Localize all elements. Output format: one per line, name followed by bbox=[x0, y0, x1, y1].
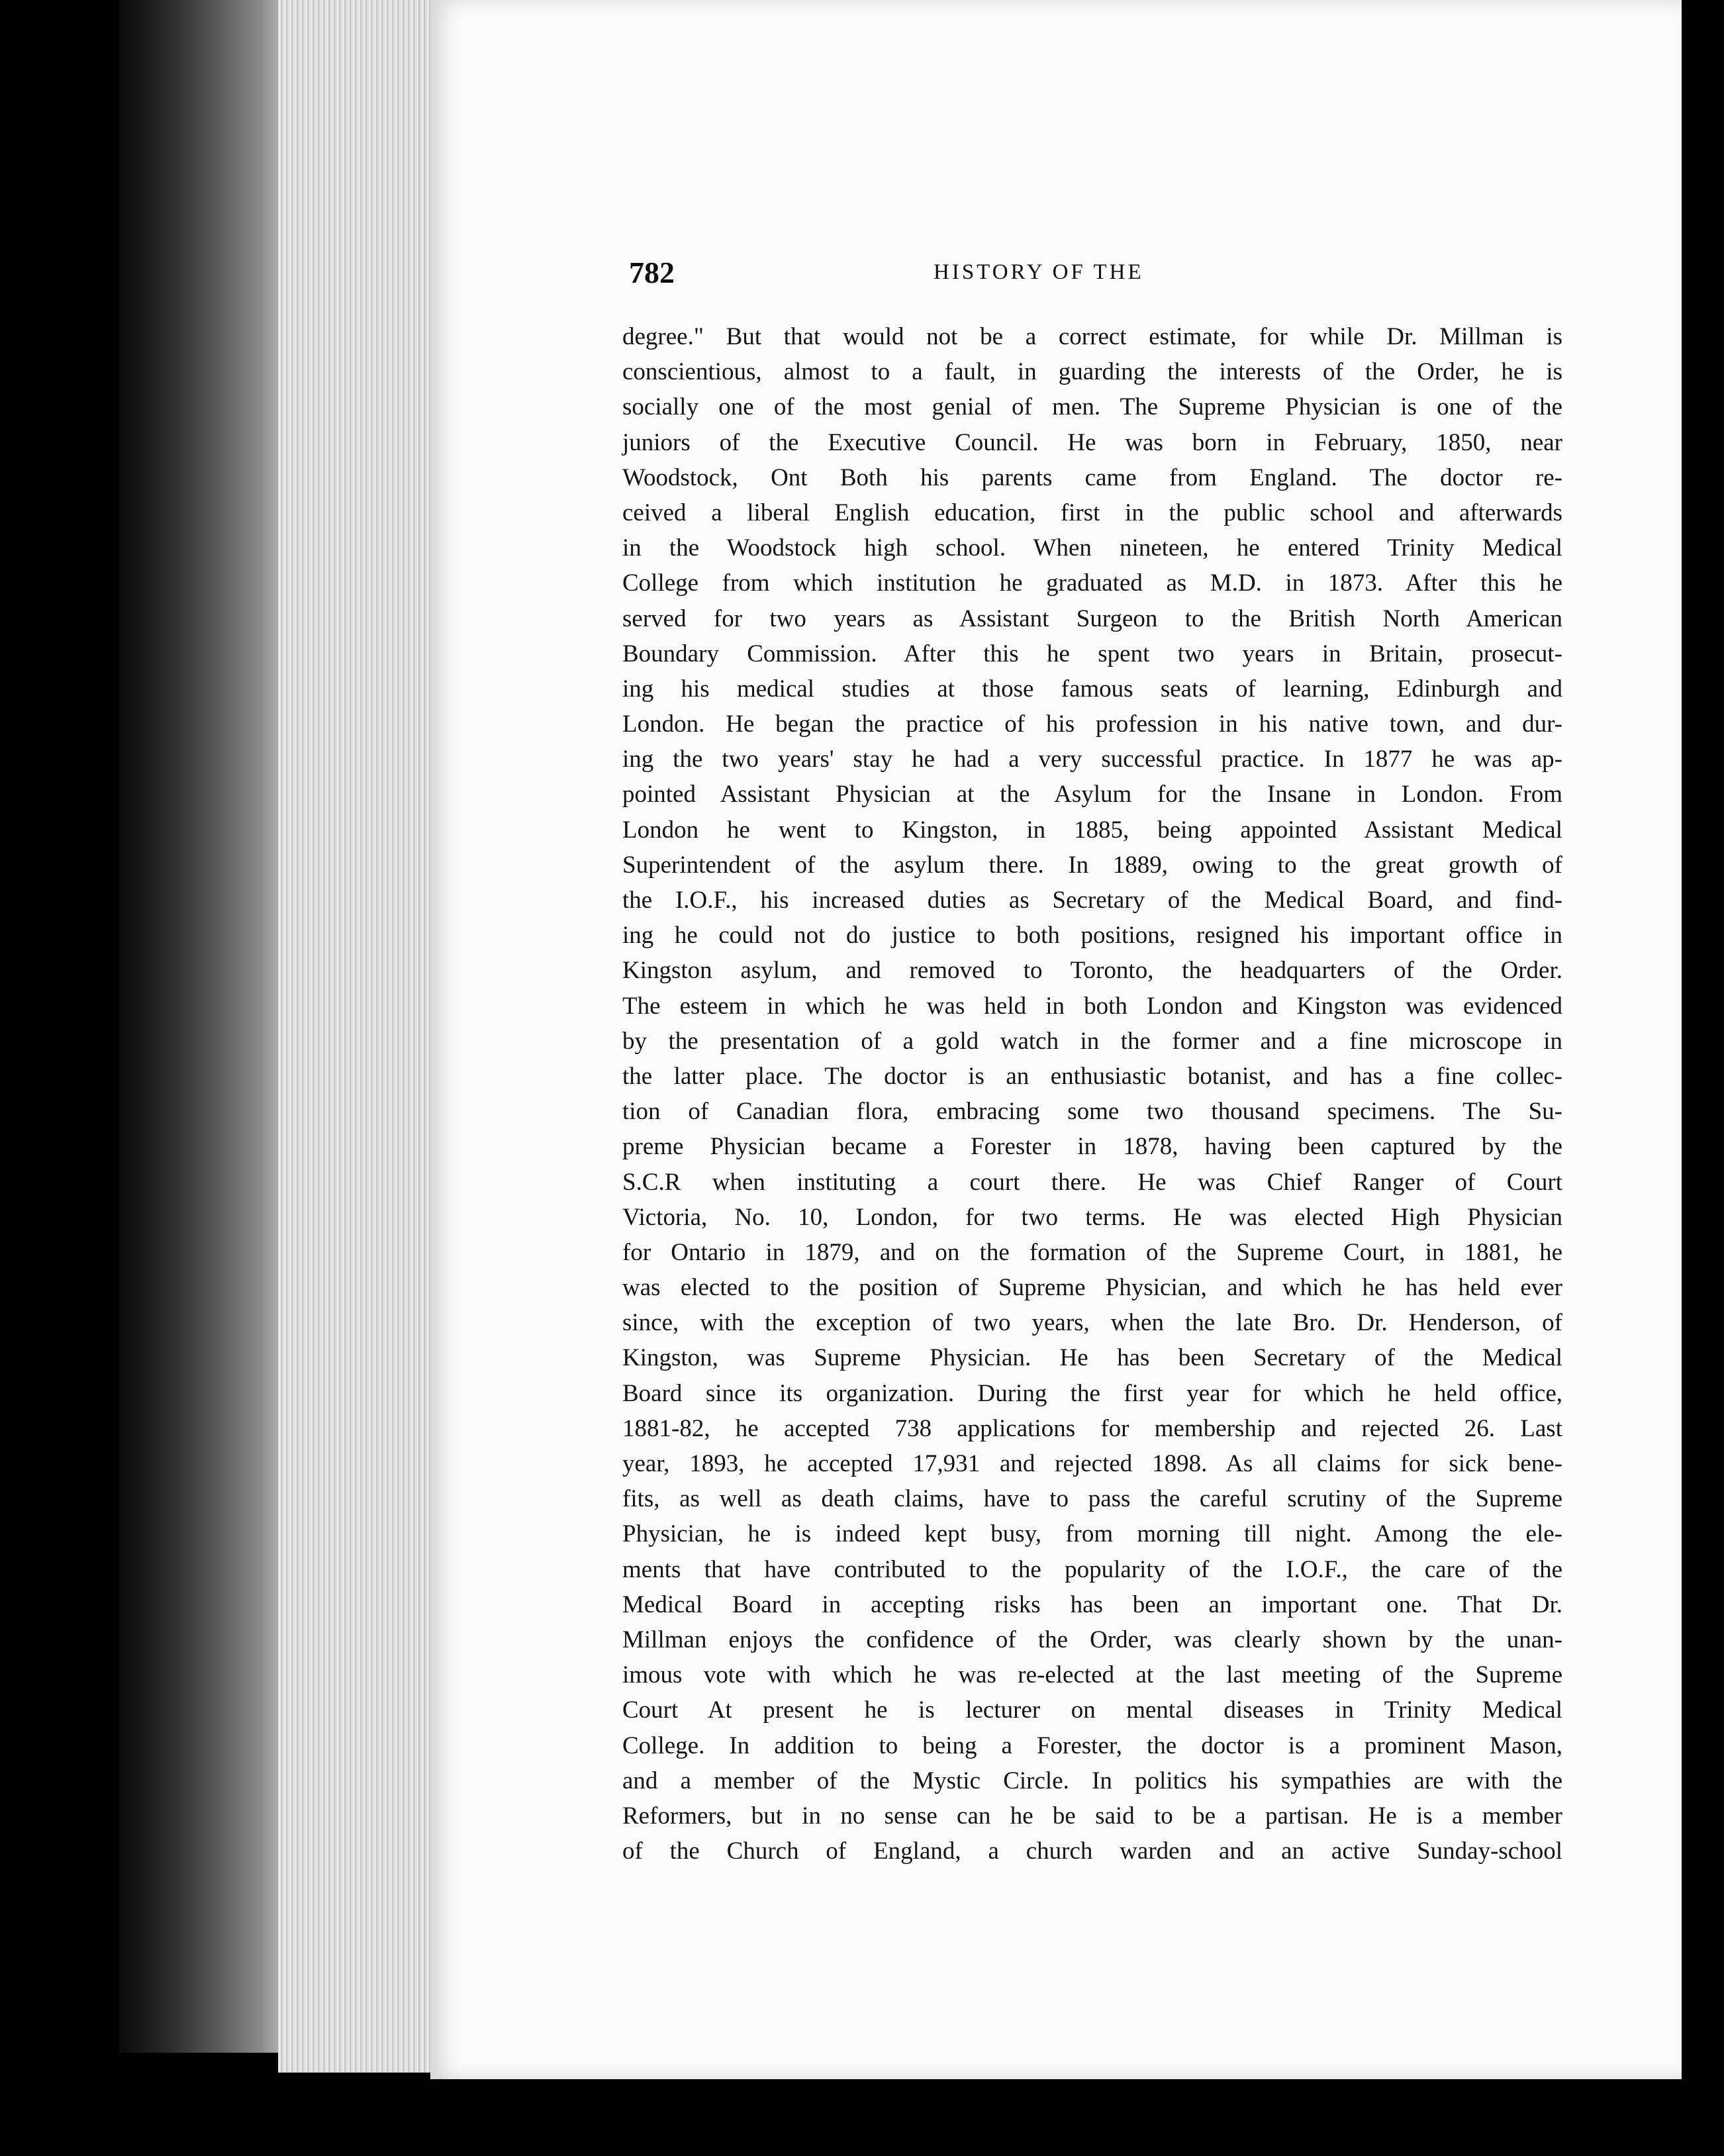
text-line: Boundary Commission. After this he spent two years in Britain, prosecut- bbox=[622, 640, 1562, 667]
book-page bbox=[430, 0, 1682, 2079]
text-line: imous vote with which he was re-elected at the last meeting of the Supreme bbox=[622, 1661, 1562, 1689]
text-line: Board since its organization. During the first year for which he held office, bbox=[622, 1379, 1562, 1407]
text-line: and a member of the Mystic Circle. In politics his sympathies are with the bbox=[622, 1767, 1562, 1794]
body-text bbox=[622, 319, 1562, 1869]
text-line: served for two years as Assistant Surgeon to the British North American bbox=[622, 605, 1562, 632]
text-line: preme Physician became a Forester in 1878, having been captured by the bbox=[622, 1133, 1562, 1161]
text-line: ments that have contributed to the popularity of the I.O.F., the care of the bbox=[622, 1555, 1562, 1583]
running-head: HISTORY OF THE bbox=[934, 260, 1144, 284]
text-line: pointed Assistant Physician at the Asylum for the Insane in London. From bbox=[622, 781, 1562, 808]
text-line: Physician, he is indeed kept busy, from morning till night. Among the ele- bbox=[622, 1520, 1562, 1548]
text-line: London. He began the practice of his profession in his native town, and dur- bbox=[622, 710, 1562, 738]
text-line: Kingston, was Supreme Physician. He has been Secretary of the Medical bbox=[622, 1344, 1562, 1372]
text-line: of the Church of England, a church warden and an active Sunday-school bbox=[622, 1838, 1562, 1865]
book-spine bbox=[119, 0, 285, 2053]
text-line: conscientious, almost to a fault, in guarding the interests of the Order, he is bbox=[622, 358, 1562, 386]
text-line: ing he could not do justice to both positions, resigned his important office in bbox=[622, 922, 1562, 950]
text-line: fits, as well as death claims, have to pass the careful scrutiny of the Supreme bbox=[622, 1485, 1562, 1513]
text-line: 1881-82, he accepted 738 applications for membership and rejected 26. Last bbox=[622, 1414, 1562, 1442]
text-line: Superintendent of the asylum there. In 1889, owing to the great growth of bbox=[622, 851, 1562, 879]
text-line: juniors of the Executive Council. He was born in February, 1850, near bbox=[622, 428, 1562, 456]
text-line: ing his medical studies at those famous seats of learning, Edinburgh and bbox=[622, 675, 1562, 703]
text-line: Woodstock, Ont Both his parents came from England. The doctor re- bbox=[622, 464, 1562, 491]
text-line: degree." But that would not be a correct estimate, for while Dr. Millman is bbox=[622, 323, 1562, 350]
page-edges bbox=[278, 0, 434, 2073]
text-line: S.C.R when instituting a court there. He was Chief Ranger of Court bbox=[622, 1168, 1562, 1196]
text-line: London he went to Kingston, in 1885, being appointed Assistant Medical bbox=[622, 816, 1562, 844]
text-line: College. In addition to being a Forester, the doctor is a prominent Mason, bbox=[622, 1732, 1562, 1759]
text-line: tion of Canadian flora, embracing some two thousand specimens. The Su- bbox=[622, 1098, 1562, 1126]
text-line: in the Woodstock high school. When nineteen, he entered Trinity Medical bbox=[622, 534, 1562, 562]
page-header bbox=[629, 255, 1509, 295]
text-line: socially one of the most genial of men. The Supreme Physician is one of the bbox=[622, 393, 1562, 421]
text-line: Millman enjoys the confidence of the Order, was clearly shown by the unan- bbox=[622, 1626, 1562, 1653]
text-line: was elected to the position of Supreme Physician, and which he has held ever bbox=[622, 1274, 1562, 1302]
text-line: Kingston asylum, and removed to Toronto, the headquarters of the Order. bbox=[622, 957, 1562, 985]
text-line: College from which institution he graduated as M.D. in 1873. After this he bbox=[622, 569, 1562, 597]
text-line: since, with the exception of two years, when the late Bro. Dr. Henderson, of bbox=[622, 1309, 1562, 1337]
text-line: ceived a liberal English education, first in the public school and afterwards bbox=[622, 499, 1562, 526]
text-line: the latter place. The doctor is an enthusiastic botanist, and has a fine collec- bbox=[622, 1062, 1562, 1090]
text-line: ing the two years' stay he had a very successful practice. In 1877 he was ap- bbox=[622, 746, 1562, 773]
page-number: 782 bbox=[629, 256, 675, 289]
text-line: The esteem in which he was held in both London and Kingston was evidenced bbox=[622, 992, 1562, 1020]
text-line: for Ontario in 1879, and on the formation of the Supreme Court, in 1881, he bbox=[622, 1238, 1562, 1266]
text-line: the I.O.F., his increased duties as Secretary of the Medical Board, and find- bbox=[622, 887, 1562, 914]
text-line: Reformers, but in no sense can he be said to be a partisan. He is a member bbox=[622, 1802, 1562, 1830]
text-line: year, 1893, he accepted 17,931 and rejected 1898. As all claims for sick bene- bbox=[622, 1450, 1562, 1477]
text-line: Victoria, No. 10, London, for two terms. He was elected High Physician bbox=[622, 1203, 1562, 1231]
text-line: by the presentation of a gold watch in the former and a fine microscope in bbox=[622, 1027, 1562, 1055]
text-line: Medical Board in accepting risks has been an important one. That Dr. bbox=[622, 1591, 1562, 1618]
text-line: Court At present he is lecturer on mental diseases in Trinity Medical bbox=[622, 1696, 1562, 1724]
